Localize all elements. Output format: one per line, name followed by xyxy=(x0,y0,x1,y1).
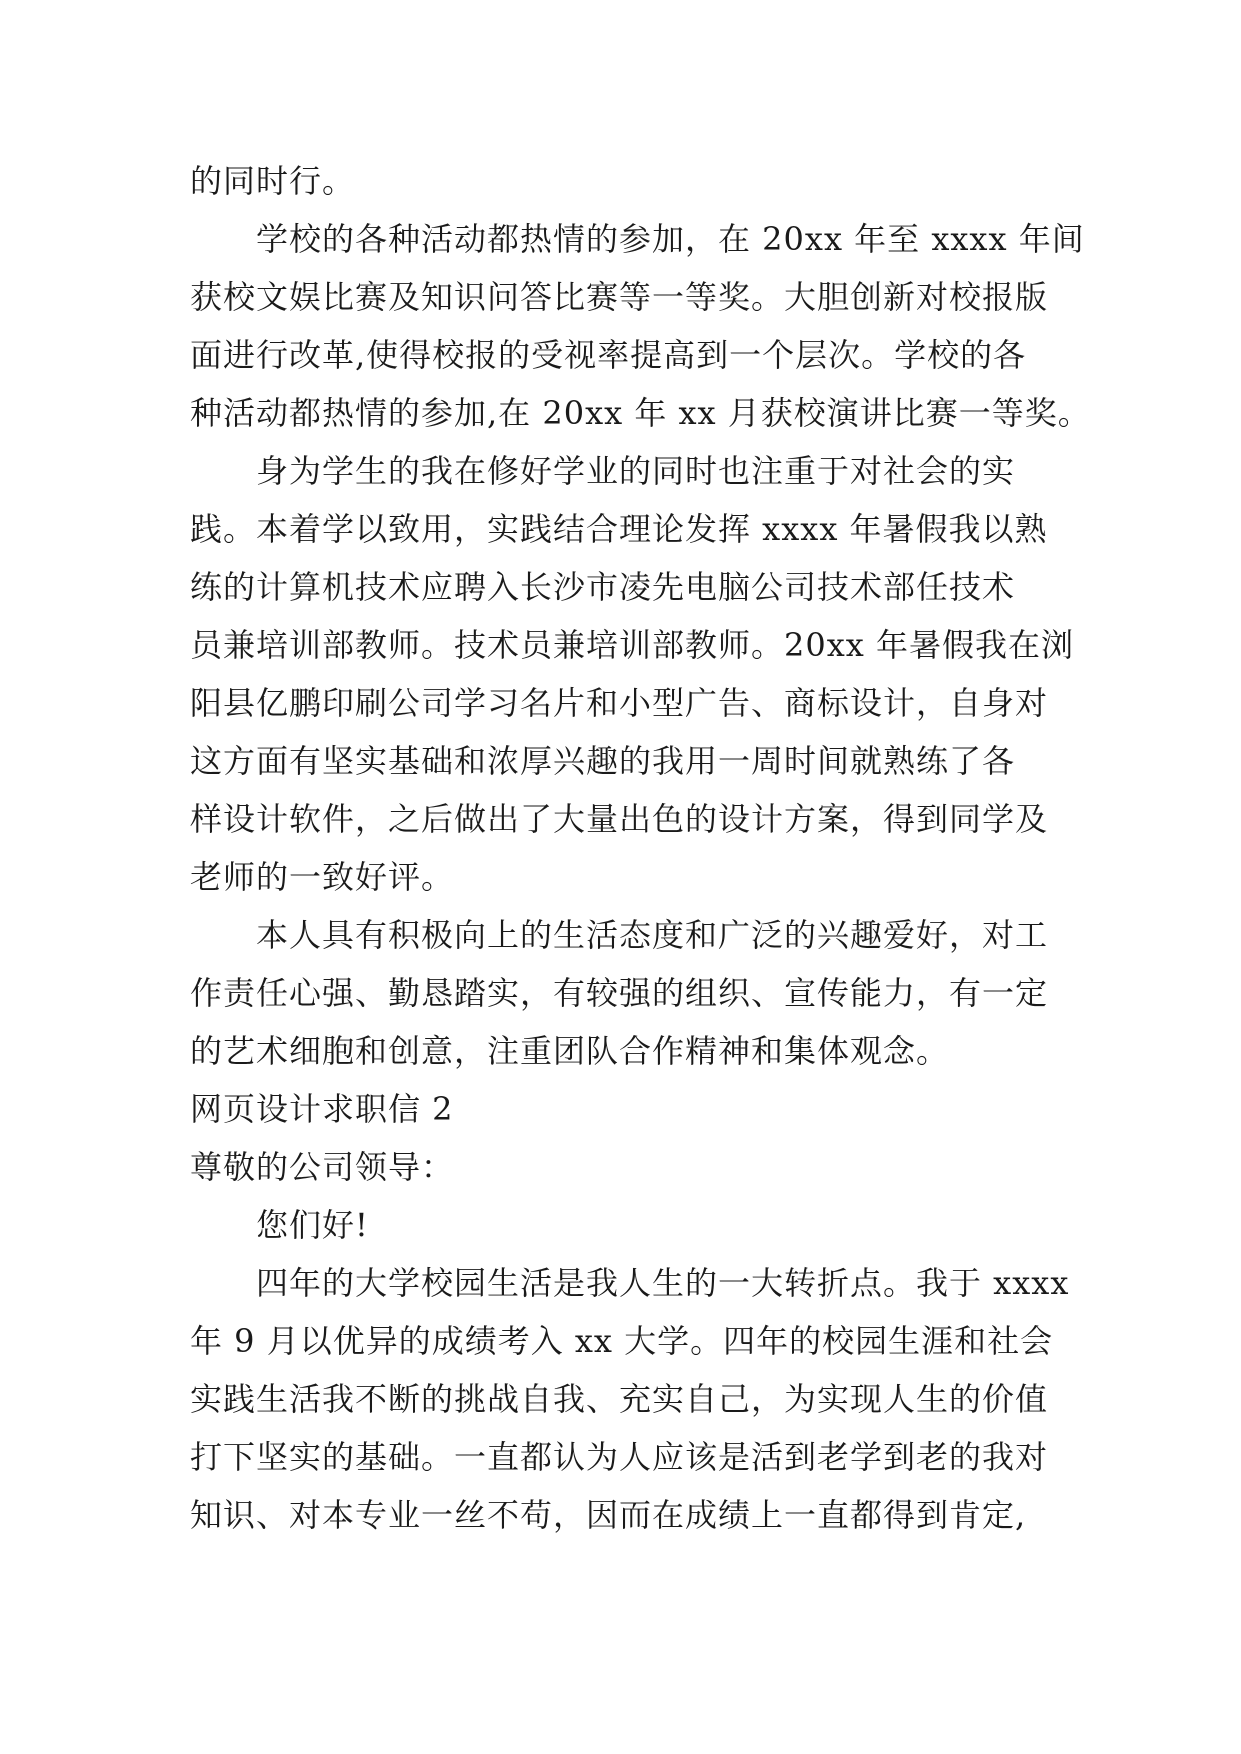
text-line: 阳县亿鹏印刷公司学习名片和小型广告、商标设计，自身对 xyxy=(190,684,1049,722)
greeting: 您们好! xyxy=(256,1206,369,1244)
text-line: 本人具有积极向上的生活态度和广泛的兴趣爱好，对工 xyxy=(256,916,1049,954)
text-line: 知识、对本专业一丝不苟，因而在成绩上一直都得到肯定, xyxy=(190,1496,1027,1534)
text-line: 学校的各种活动都热情的参加，在 20xx 年至 xxxx 年间 xyxy=(256,220,1085,258)
text-line: 种活动都热情的参加,在 20xx 年 xx 月获校演讲比赛一等奖。 xyxy=(190,394,1091,432)
text-line: 这方面有坚实基础和浓厚兴趣的我用一周时间就熟练了各 xyxy=(190,742,1016,780)
text-line: 面进行改革,使得校报的受视率提高到一个层次。学校的各 xyxy=(190,336,1027,374)
text-line: 练的计算机技术应聘入长沙市凌先电脑公司技术部任技术 xyxy=(190,568,1016,606)
text-line: 四年的大学校园生活是我人生的一大转折点。我于 xxxx xyxy=(256,1264,1070,1302)
salutation: 尊敬的公司领导： xyxy=(190,1148,455,1186)
text-line: 打下坚实的基础。一直都认为人应该是活到老学到老的我对 xyxy=(190,1438,1049,1476)
text-line: 身为学生的我在修好学业的同时也注重于对社会的实 xyxy=(256,452,1016,490)
text-line: 获校文娱比赛及知识问答比赛等一等奖。大胆创新对校报版 xyxy=(190,278,1049,316)
text-line: 年 9 月以优异的成绩考入 xx 大学。四年的校园生涯和社会 xyxy=(190,1322,1054,1360)
text-line: 的同时行。 xyxy=(190,162,356,200)
text-line: 的艺术细胞和创意，注重团队合作精神和集体观念。 xyxy=(190,1032,950,1070)
text-line: 践。本着学以致用，实践结合理论发挥 xxxx 年暑假我以熟 xyxy=(190,510,1048,548)
text-line: 样设计软件，之后做出了大量出色的设计方案，得到同学及 xyxy=(190,800,1049,838)
section-heading: 网页设计求职信 2 xyxy=(190,1090,454,1128)
text-line: 员兼培训部教师。技术员兼培训部教师。20xx 年暑假我在浏 xyxy=(190,626,1074,664)
text-line: 作责任心强、勤恳踏实，有较强的组织、宣传能力，有一定 xyxy=(190,974,1049,1012)
text-line: 实践生活我不断的挑战自我、充实自己，为实现人生的价值 xyxy=(190,1380,1049,1418)
text-line: 老师的一致好评。 xyxy=(190,858,455,896)
